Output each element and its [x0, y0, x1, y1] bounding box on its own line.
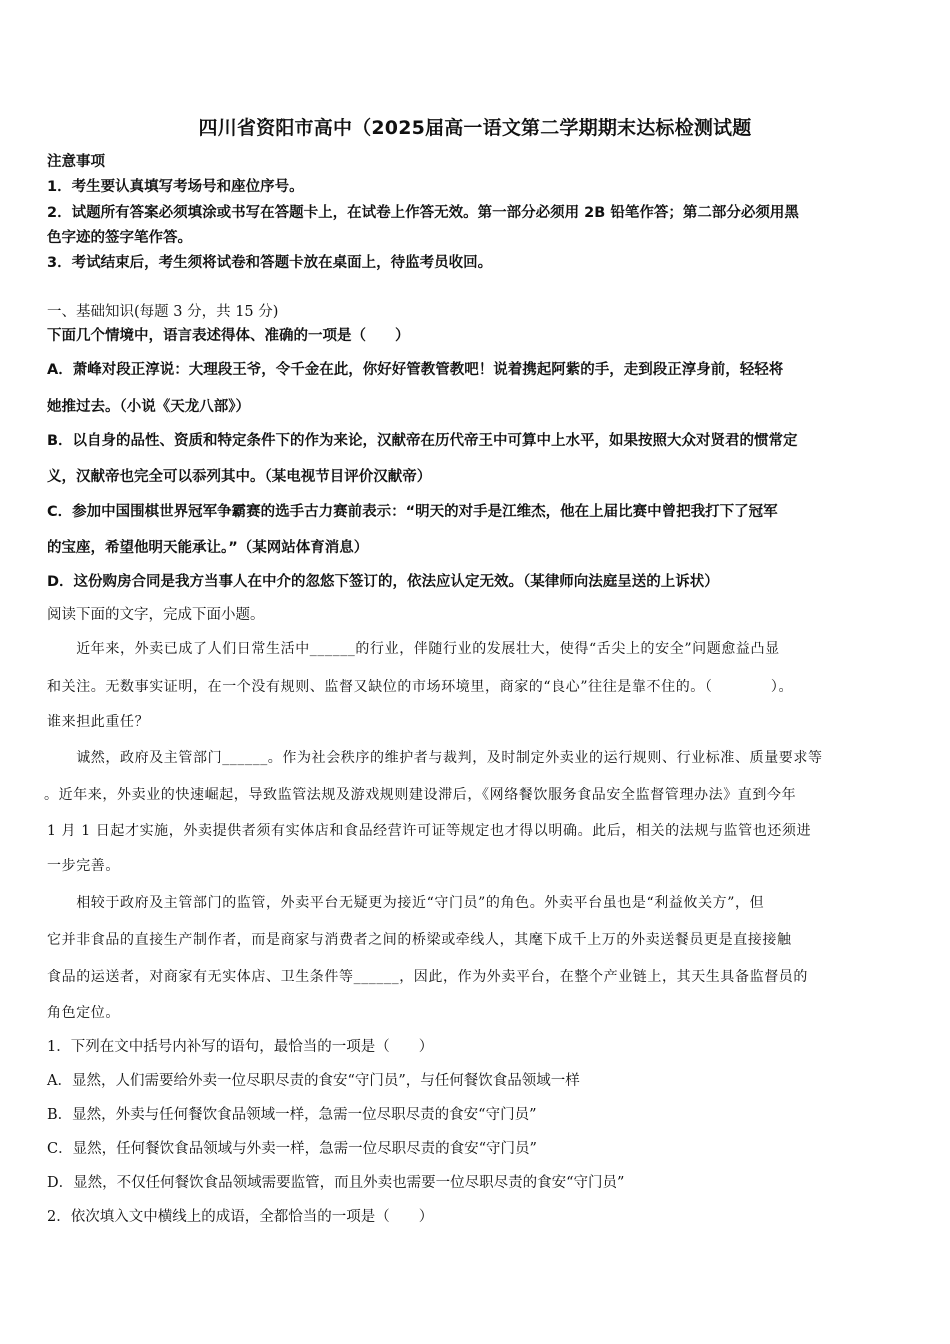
- q1-option-c: C．显然，任何餐饮食品领域与外卖一样，急需一位尽职尽责的食安“守门员”: [47, 1141, 537, 1157]
- section1-option-c-cont: 的宝座，希望他明天能承让。”（某网站体育消息）: [47, 540, 369, 556]
- q2-stem: 2．依次填入文中横线上的成语，全都恰当的一项是（ ）: [47, 1209, 434, 1225]
- q1-option-d: D．显然，不仅任何餐饮食品领域需要监管，而且外卖也需要一位尽职尽责的食安“守门员”: [47, 1175, 625, 1191]
- page-title: 四川省资阳市高中（2025届高一语文第二学期期末达标检测试题: [198, 117, 752, 139]
- passage-line-9: 它并非食品的直接生产制作者，而是商家与消费者之间的桥梁或牵线人，其麾下成千上万的外卖送餐员更是直接接触: [47, 932, 792, 948]
- notice-item-2: 2．试题所有答案必须填涂或书写在答题卡上，在试卷上作答无效。第一部分必须用 2B 铅笔作答；第二部分必须用黑: [47, 205, 799, 221]
- section1-option-c: C．参加中国围棋世界冠军争霸赛的选手古力赛前表示：“明天的对手是江维杰，他在上届比赛中曾把我打下了冠军: [47, 504, 778, 520]
- passage-line-2: 和关注。无数事实证明，在一个没有规则、监督又缺位的市场环境里，商家的“良心”往往是靠不住的。（ ）。: [47, 679, 794, 695]
- section1-option-b-cont: 义，汉献帝也完全可以忝列其中。（某电视节目评价汉献帝）: [47, 469, 432, 485]
- passage-line-3: 谁来担此重任？: [47, 714, 150, 730]
- passage-line-4: 诚然，政府及主管部门______。作为社会秩序的维护者与裁判，及时制定外卖业的运行规则、行业标准、质量要求等: [47, 750, 823, 766]
- passage-line-6: 1 月 1 日起才实施，外卖提供者须有实体店和食品经营许可证等规定也才得以明确。此后，相关的法规与监管也还须进: [47, 823, 812, 839]
- section1-question: 下面几个情境中，语言表述得体、准确的一项是（ ）: [47, 328, 410, 344]
- section1-option-b: B．以自身的品性、资质和特定条件下的作为来论，汉献帝在历代帝王中可算中上水平，如果按照大众对贤君的惯常定: [47, 433, 798, 449]
- passage-line-10: 食品的运送者，对商家有无实体店、卫生条件等______，因此，作为外卖平台，在整个产业链上，其天生具备监督员的: [47, 969, 808, 985]
- passage-line-7: 一步完善。: [47, 858, 120, 874]
- reading-instruction: 阅读下面的文字，完成下面小题。: [47, 607, 265, 623]
- section1-option-d: D．这份购房合同是我方当事人在中介的忽悠下签订的，依法应认定无效。（某律师向法庭呈送的上诉状）: [47, 574, 719, 590]
- notice-item-2-cont: 色字迹的签字笔作答。: [47, 230, 192, 246]
- q1-option-b: B．显然，外卖与任何餐饮食品领域一样，急需一位尽职尽责的食安“守门员”: [47, 1107, 537, 1123]
- q1-option-a: A．显然，人们需要给外卖一位尽职尽责的食安“守门员”，与任何餐饮食品领域一样: [47, 1073, 580, 1089]
- passage-line-5: 。近年来，外卖业的快速崛起，导致监管法规及游戏规则建设滞后，《网络餐饮服务食品安全监督管理办法》直到今年: [44, 787, 797, 803]
- section1-option-a: A．萧峰对段正淳说：大理段王爷，令千金在此，你好好管教管教吧！说着携起阿紫的手，走到段正淳身前，轻轻将: [47, 362, 784, 378]
- notice-heading: 注意事项: [47, 154, 105, 170]
- notice-item-1: 1．考生要认真填写考场号和座位序号。: [47, 179, 304, 195]
- passage-line-8: 相较于政府及主管部门的监管，外卖平台无疑更为接近“守门员”的角色。外卖平台虽也是“利益攸关方”，但: [47, 895, 765, 911]
- passage-line-11: 角色定位。: [47, 1005, 120, 1021]
- passage-line-1: 近年来，外卖已成了人们日常生活中______的行业，伴随行业的发展壮大，使得“舌尖上的安全”问题愈益凸显: [47, 641, 780, 657]
- q1-stem: 1．下列在文中括号内补写的语句，最恰当的一项是（ ）: [47, 1039, 434, 1055]
- section1-heading: 一、基础知识(每题 3 分，共 15 分): [47, 304, 279, 320]
- notice-item-3: 3．考试结束后，考生须将试卷和答题卡放在桌面上，待监考员收回。: [47, 255, 493, 271]
- section1-option-a-cont: 她推过去。（小说《天龙八部》）: [47, 399, 250, 415]
